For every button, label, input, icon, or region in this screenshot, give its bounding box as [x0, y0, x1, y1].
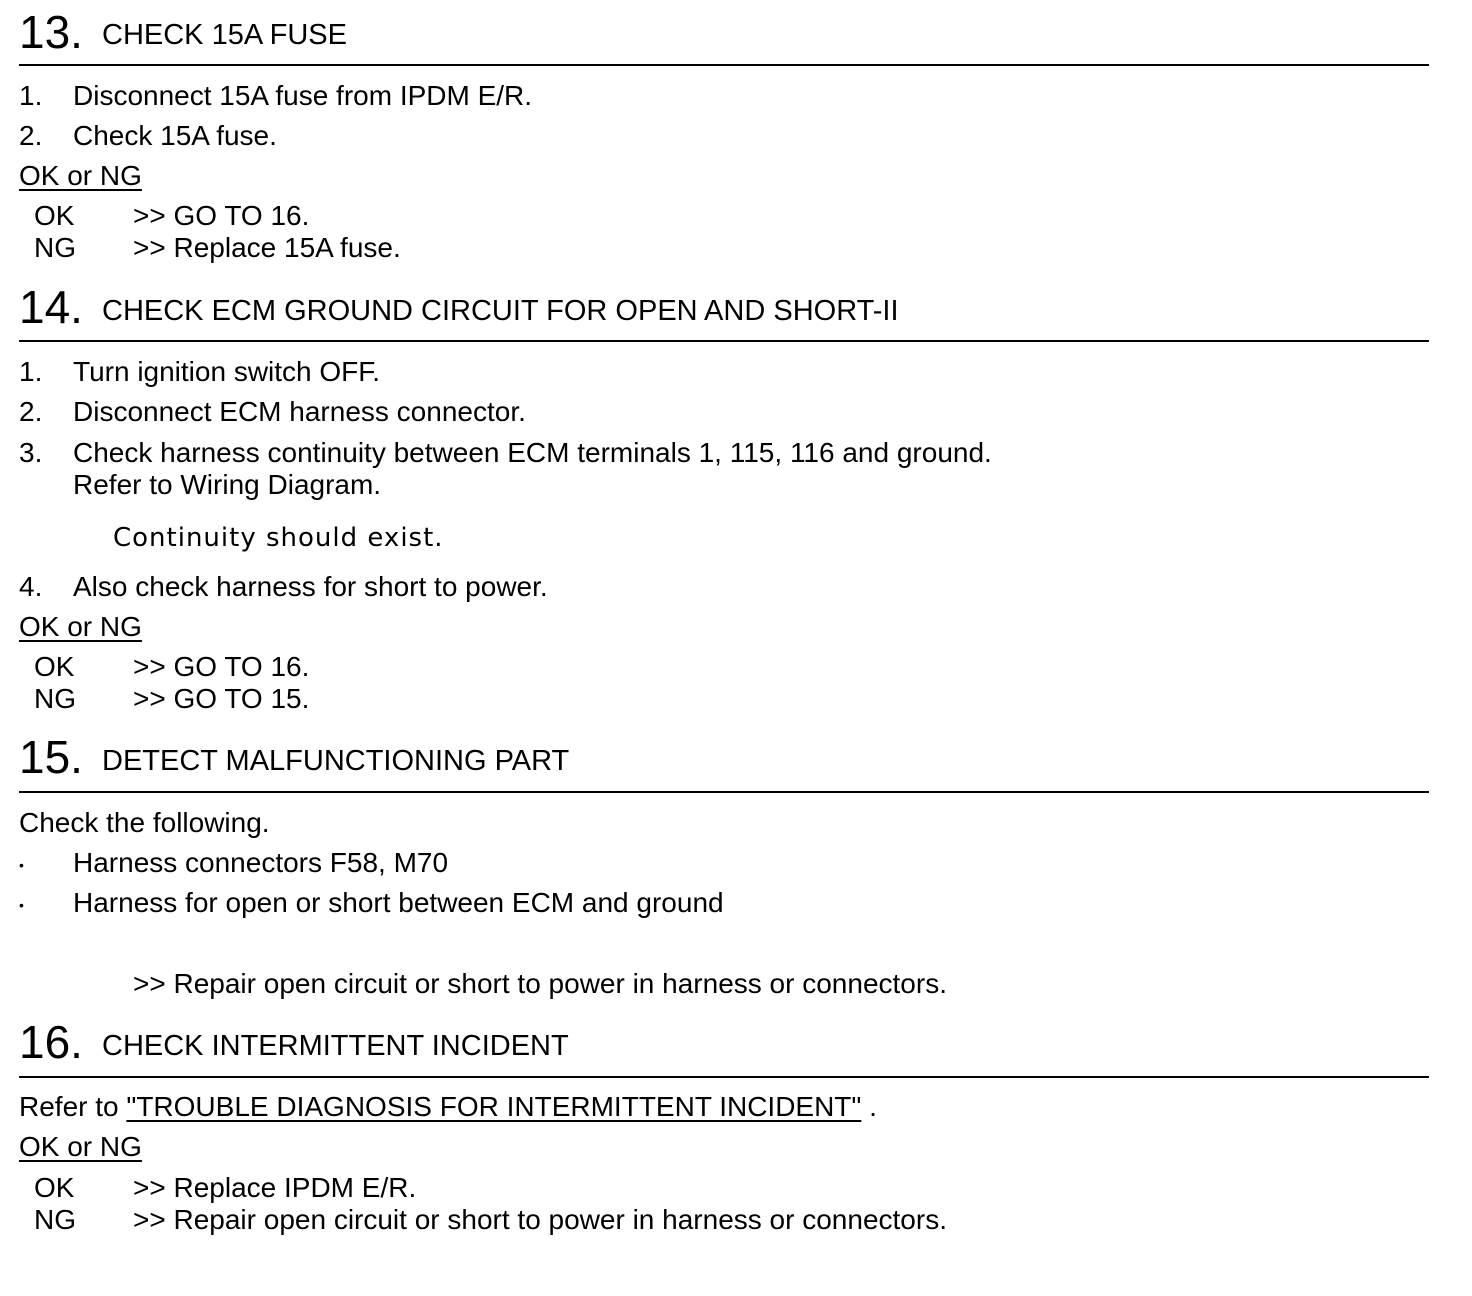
result-key: OK	[34, 1172, 75, 1203]
step-text: Disconnect ECM harness connector.	[73, 396, 526, 427]
step-index: 2.	[19, 396, 43, 427]
step-number: 13.	[19, 6, 83, 58]
bullet-text: Harness connectors F58, M70	[73, 847, 449, 878]
result-key: NG	[34, 683, 76, 714]
step-number: 15.	[19, 731, 83, 783]
ok-or-ng-label: OK or NG	[19, 160, 142, 191]
result-action: >> Replace 15A fuse.	[133, 232, 401, 263]
refer-line	[19, 1092, 877, 1122]
result-action: >> Repair open circuit or short to power in harness or connectors.	[133, 968, 947, 999]
result-action: >> Repair open circuit or short to power in harness or connectors.	[133, 1204, 947, 1235]
result-key: OK	[34, 200, 75, 231]
section-title: CHECK ECM GROUND CIRCUIT FOR OPEN AND SHORT-II	[102, 295, 899, 327]
result-action: >> GO TO 15.	[133, 683, 310, 714]
result-action: >> GO TO 16.	[133, 651, 310, 682]
bullet-icon: •	[19, 857, 24, 873]
step-number: 16.	[19, 1016, 83, 1068]
result-key: OK	[34, 651, 75, 682]
step-index: 1.	[19, 356, 43, 387]
step-text: Check harness continuity between ECM terminals 1, 115, 116 and ground.	[73, 437, 992, 468]
result-key: NG	[34, 1204, 76, 1235]
result-action: >> GO TO 16.	[133, 200, 310, 231]
section-title: DETECT MALFUNCTIONING PART	[102, 745, 570, 777]
ok-or-ng-label: OK or NG	[19, 611, 142, 642]
step-text: Check 15A fuse.	[73, 120, 277, 151]
divider	[19, 1076, 1429, 1078]
bullet-text: Harness for open or short between ECM and ground	[73, 887, 724, 918]
spec-note: Continuity should exist.	[113, 523, 444, 553]
result-action: >> Replace IPDM E/R.	[133, 1172, 417, 1203]
step-index: 1.	[19, 80, 43, 111]
divider	[19, 791, 1429, 793]
step-text: Also check harness for short to power.	[73, 571, 548, 602]
step-text: Disconnect 15A fuse from IPDM E/R.	[73, 80, 533, 111]
refer-suffix: .	[869, 1091, 877, 1122]
step-text-continued: Refer to Wiring Diagram.	[73, 469, 382, 500]
step-number: 14.	[19, 281, 83, 333]
divider	[19, 64, 1429, 66]
refer-prefix: Refer to	[19, 1091, 119, 1122]
section-title: CHECK 15A FUSE	[102, 19, 347, 51]
intro-text: Check the following.	[19, 807, 270, 838]
step-index: 3.	[19, 437, 43, 468]
ok-or-ng-label: OK or NG	[19, 1131, 142, 1162]
divider	[19, 340, 1429, 342]
step-text: Turn ignition switch OFF.	[73, 356, 381, 387]
result-key: NG	[34, 232, 76, 263]
section-title: CHECK INTERMITTENT INCIDENT	[102, 1030, 569, 1062]
step-index: 2.	[19, 120, 43, 151]
reference-link[interactable]: "TROUBLE DIAGNOSIS FOR INTERMITTENT INCIDENT"	[126, 1091, 862, 1122]
step-index: 4.	[19, 571, 43, 602]
bullet-icon: •	[19, 897, 24, 913]
